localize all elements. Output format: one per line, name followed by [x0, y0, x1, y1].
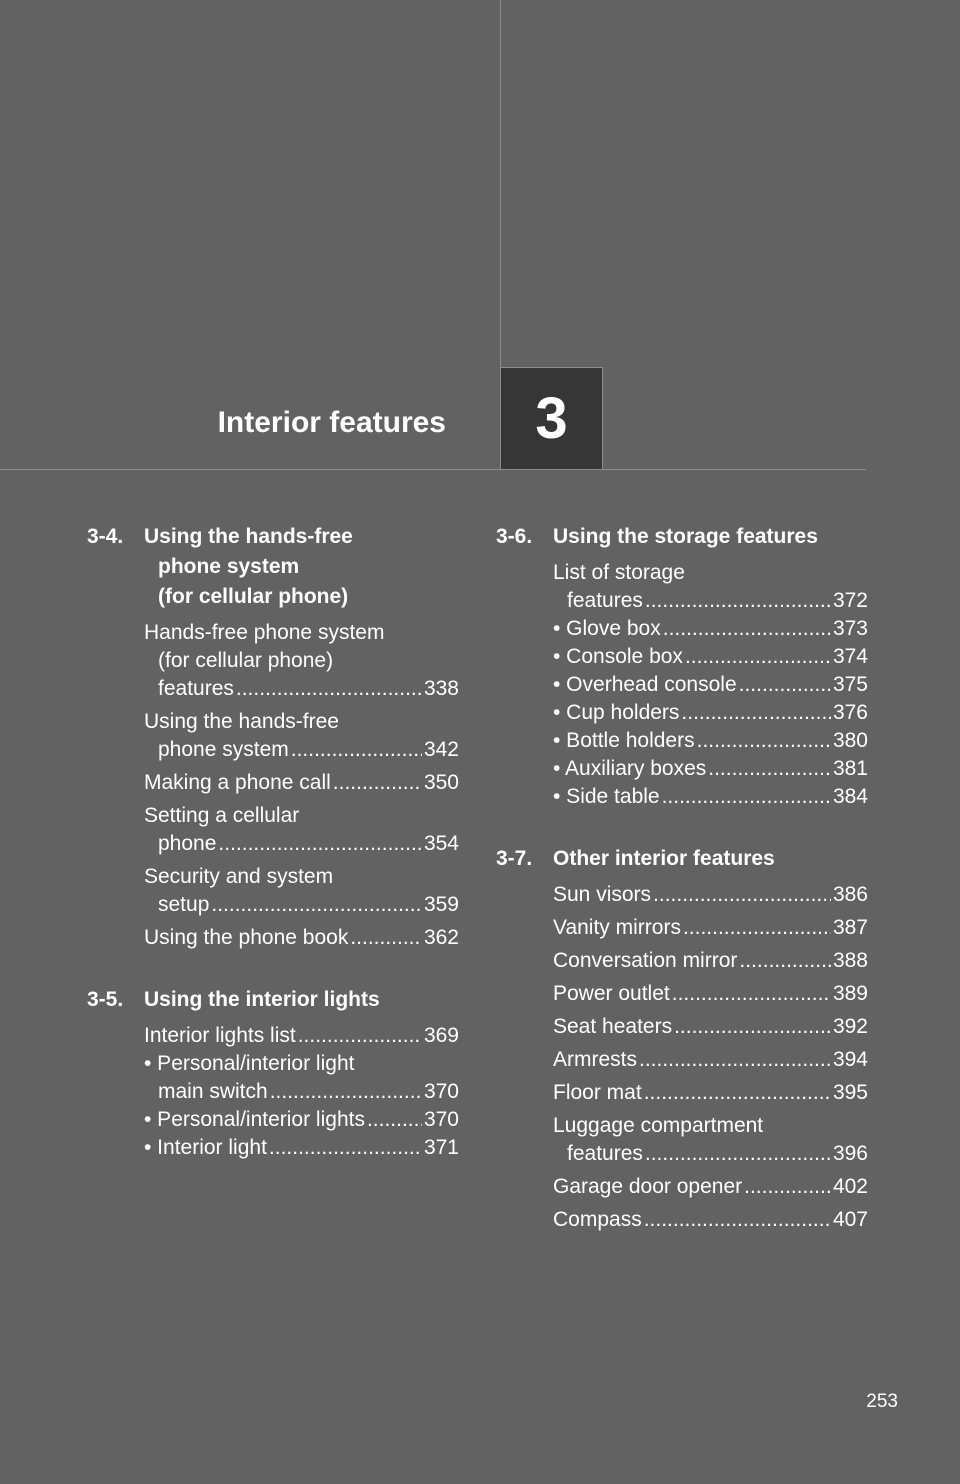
entry-leader-row [553, 699, 868, 727]
toc-entry[interactable] [553, 671, 868, 699]
toc-entry[interactable] [553, 980, 868, 1008]
entry-leader-row [553, 727, 868, 755]
entry-text-line: Using the hands-free [144, 710, 339, 733]
toc-entry[interactable] [553, 1046, 868, 1074]
entry-text-line: • Glove box [553, 617, 661, 640]
dot-leader [663, 615, 831, 643]
toc-section [496, 844, 868, 1234]
entry-page-number: 369 [423, 1024, 459, 1047]
toc-entry[interactable] [553, 559, 868, 615]
entry-text-line: phone system [158, 738, 289, 761]
entry-text-line: main switch [158, 1080, 268, 1103]
toc-entry[interactable] [553, 727, 868, 755]
toc-entry[interactable] [553, 1206, 868, 1234]
toc-entry[interactable] [553, 755, 868, 783]
dot-leader [350, 924, 422, 952]
entry-text-line: Floor mat [553, 1081, 642, 1104]
page-number: 253 [866, 1391, 898, 1412]
entry-page-number: 370 [423, 1108, 459, 1131]
section-heading[interactable] [496, 522, 868, 552]
entry-leader-row [144, 1022, 459, 1050]
entry-text-line: List of storage [553, 561, 685, 584]
entry-leader-row [553, 1079, 868, 1107]
chapter-title: Interior features [217, 406, 446, 439]
toc-section [496, 522, 868, 811]
entry-text-line: features [567, 1142, 643, 1165]
section-title [144, 985, 459, 1015]
toc-entry[interactable] [144, 619, 459, 703]
dot-leader [697, 727, 831, 755]
entry-leader-row [144, 769, 459, 797]
toc-entry[interactable] [553, 914, 868, 942]
dot-leader [739, 671, 831, 699]
toc-entry[interactable] [144, 1050, 459, 1106]
toc-entry[interactable] [144, 802, 459, 858]
entry-leader-row [553, 980, 868, 1008]
section-entries [496, 559, 868, 811]
entry-page-number: 388 [832, 949, 868, 972]
section-heading[interactable] [87, 522, 459, 612]
entry-leader-row [144, 924, 459, 952]
entry-page-number: 362 [423, 926, 459, 949]
toc-entry[interactable] [144, 863, 459, 919]
section-number: 3-7. [496, 847, 533, 870]
entry-text-line: Power outlet [553, 982, 670, 1005]
entry-text-line: Using the phone book [144, 926, 349, 949]
entry-page-number: 386 [832, 883, 868, 906]
toc-entry[interactable] [144, 769, 459, 797]
section-number: 3-6. [496, 525, 533, 548]
toc-section [87, 985, 459, 1162]
entry-leader-row [553, 783, 868, 811]
toc-entry[interactable] [553, 947, 868, 975]
dot-leader [644, 1206, 831, 1234]
toc-entry[interactable] [553, 615, 868, 643]
section-entries [87, 619, 459, 952]
entry-text-line: Interior lights list [144, 1024, 296, 1047]
dot-leader [685, 643, 831, 671]
dot-leader [683, 914, 831, 942]
dot-leader [662, 783, 831, 811]
entry-text-line: Seat heaters [553, 1015, 673, 1038]
dot-leader [298, 1022, 422, 1050]
entry-page-number: 389 [832, 982, 868, 1005]
toc-entry[interactable] [553, 1112, 868, 1168]
dot-leader [645, 1140, 831, 1168]
toc-entry[interactable] [144, 1134, 459, 1162]
entry-text-line: Vanity mirrors [553, 916, 681, 939]
entry-leader-row [553, 881, 868, 909]
entry-text-line: • Personal/interior lights [144, 1108, 365, 1131]
section-number: 3-5. [87, 988, 124, 1011]
entry-page-number: 370 [423, 1080, 459, 1103]
entry-page-number: 396 [832, 1142, 868, 1165]
entry-page-number: 381 [832, 757, 868, 780]
toc-entry[interactable] [144, 1022, 459, 1050]
dot-leader [644, 1079, 831, 1107]
entry-text-line: features [567, 589, 643, 612]
section-title [553, 522, 868, 552]
entry-page-number: 392 [832, 1015, 868, 1038]
entry-text-line: • Overhead console [553, 673, 737, 696]
entry-page-number: 380 [832, 729, 868, 752]
dot-leader [672, 980, 831, 1008]
toc-entry[interactable] [144, 708, 459, 764]
entry-page-number: 407 [832, 1208, 868, 1231]
entry-text-line: (for cellular phone) [158, 649, 334, 672]
entry-text-line: Making a phone call [144, 771, 331, 794]
entry-text-line: Sun visors [553, 883, 652, 906]
entry-leader-row [553, 587, 868, 615]
entry-page-number: 395 [832, 1081, 868, 1104]
entry-page-number: 394 [832, 1048, 868, 1071]
dot-leader [236, 675, 422, 703]
entry-leader-row [144, 736, 459, 764]
entry-page-number: 342 [423, 738, 459, 761]
entry-page-number: 375 [832, 673, 868, 696]
section-title [553, 844, 868, 874]
entry-leader-row [553, 755, 868, 783]
toc-entry[interactable] [144, 1106, 459, 1134]
dot-leader [270, 1078, 422, 1106]
dot-leader [674, 1013, 831, 1041]
entry-page-number: 338 [423, 677, 459, 700]
entry-leader-row [144, 1134, 459, 1162]
dot-leader [218, 830, 422, 858]
section-entries [496, 881, 868, 1234]
entry-text-line: Compass [553, 1208, 642, 1231]
dot-leader [708, 755, 831, 783]
section-title-line: Using the interior lights [144, 988, 380, 1011]
section-title [144, 522, 459, 612]
section-title-line: Using the hands-free [144, 525, 353, 548]
dot-leader [333, 769, 422, 797]
entry-page-number: 350 [423, 771, 459, 794]
entry-page-number: 359 [423, 893, 459, 916]
section-title-line: phone system [158, 555, 300, 578]
dot-leader [367, 1106, 422, 1134]
toc-entry[interactable] [553, 699, 868, 727]
entry-leader-row [553, 643, 868, 671]
toc-entry[interactable] [553, 1013, 868, 1041]
entry-leader-row [553, 615, 868, 643]
toc-entry[interactable] [553, 1173, 868, 1201]
entry-text-line: Armrests [553, 1048, 637, 1071]
section-heading[interactable] [87, 985, 459, 1015]
entry-page-number: 374 [832, 645, 868, 668]
toc-right-column [496, 522, 868, 1267]
entry-text-line: • Console box [553, 645, 683, 668]
entry-page-number: 402 [832, 1175, 868, 1198]
toc-entry[interactable] [553, 643, 868, 671]
entry-text-line: features [158, 677, 234, 700]
dot-leader [645, 587, 831, 615]
entry-leader-row [553, 1013, 868, 1041]
dot-leader [639, 1046, 831, 1074]
dot-leader [744, 1173, 831, 1201]
section-title-line: Other interior features [553, 847, 775, 870]
entry-leader-row [144, 675, 459, 703]
dot-leader [653, 881, 831, 909]
entry-leader-row [553, 1173, 868, 1201]
toc-section [87, 522, 459, 952]
entry-text-line: Conversation mirror [553, 949, 738, 972]
toc-entry[interactable] [553, 783, 868, 811]
section-title-line: (for cellular phone) [158, 585, 349, 608]
entry-text-line: • Interior light [144, 1136, 267, 1159]
entry-leader-row [553, 1046, 868, 1074]
toc-entry[interactable] [144, 924, 459, 952]
dot-leader [681, 699, 831, 727]
toc-entry[interactable] [553, 881, 868, 909]
section-title-line: Using the storage features [553, 525, 818, 548]
header-horizontal-rule [0, 469, 866, 470]
entry-text-line: Garage door opener [553, 1175, 743, 1198]
entry-page-number: 384 [832, 785, 868, 808]
entry-leader-row [144, 1106, 459, 1134]
entry-leader-row [553, 1206, 868, 1234]
section-entries [87, 1022, 459, 1162]
entry-leader-row [553, 1140, 868, 1168]
entry-page-number: 371 [423, 1136, 459, 1159]
entry-page-number: 372 [832, 589, 868, 612]
entry-text-line: • Cup holders [553, 701, 680, 724]
entry-text-line: Setting a cellular [144, 804, 300, 827]
dot-leader [291, 736, 422, 764]
chapter-number-tab[interactable]: 3 [500, 367, 603, 470]
entry-leader-row [553, 947, 868, 975]
dot-leader [739, 947, 831, 975]
entry-text-line: • Personal/interior light [144, 1052, 355, 1075]
section-heading[interactable] [496, 844, 868, 874]
dot-leader [211, 891, 422, 919]
entry-text-line: setup [158, 893, 210, 916]
entry-leader-row [144, 891, 459, 919]
entry-text-line: phone [158, 832, 217, 855]
entry-leader-row [553, 671, 868, 699]
entry-page-number: 354 [423, 832, 459, 855]
entry-text-line: • Auxiliary boxes [553, 757, 707, 780]
entry-leader-row [144, 830, 459, 858]
entry-leader-row [553, 914, 868, 942]
entry-text-line: • Side table [553, 785, 660, 808]
entry-page-number: 387 [832, 916, 868, 939]
entry-leader-row [144, 1078, 459, 1106]
entry-page-number: 373 [832, 617, 868, 640]
toc-left-column [87, 522, 459, 1195]
entry-page-number: 376 [832, 701, 868, 724]
dot-leader [269, 1134, 422, 1162]
entry-text-line: Security and system [144, 865, 334, 888]
entry-text-line: Luggage compartment [553, 1114, 764, 1137]
toc-entry[interactable] [553, 1079, 868, 1107]
entry-text-line: Hands-free phone system [144, 621, 385, 644]
section-number: 3-4. [87, 525, 124, 548]
entry-text-line: • Bottle holders [553, 729, 695, 752]
